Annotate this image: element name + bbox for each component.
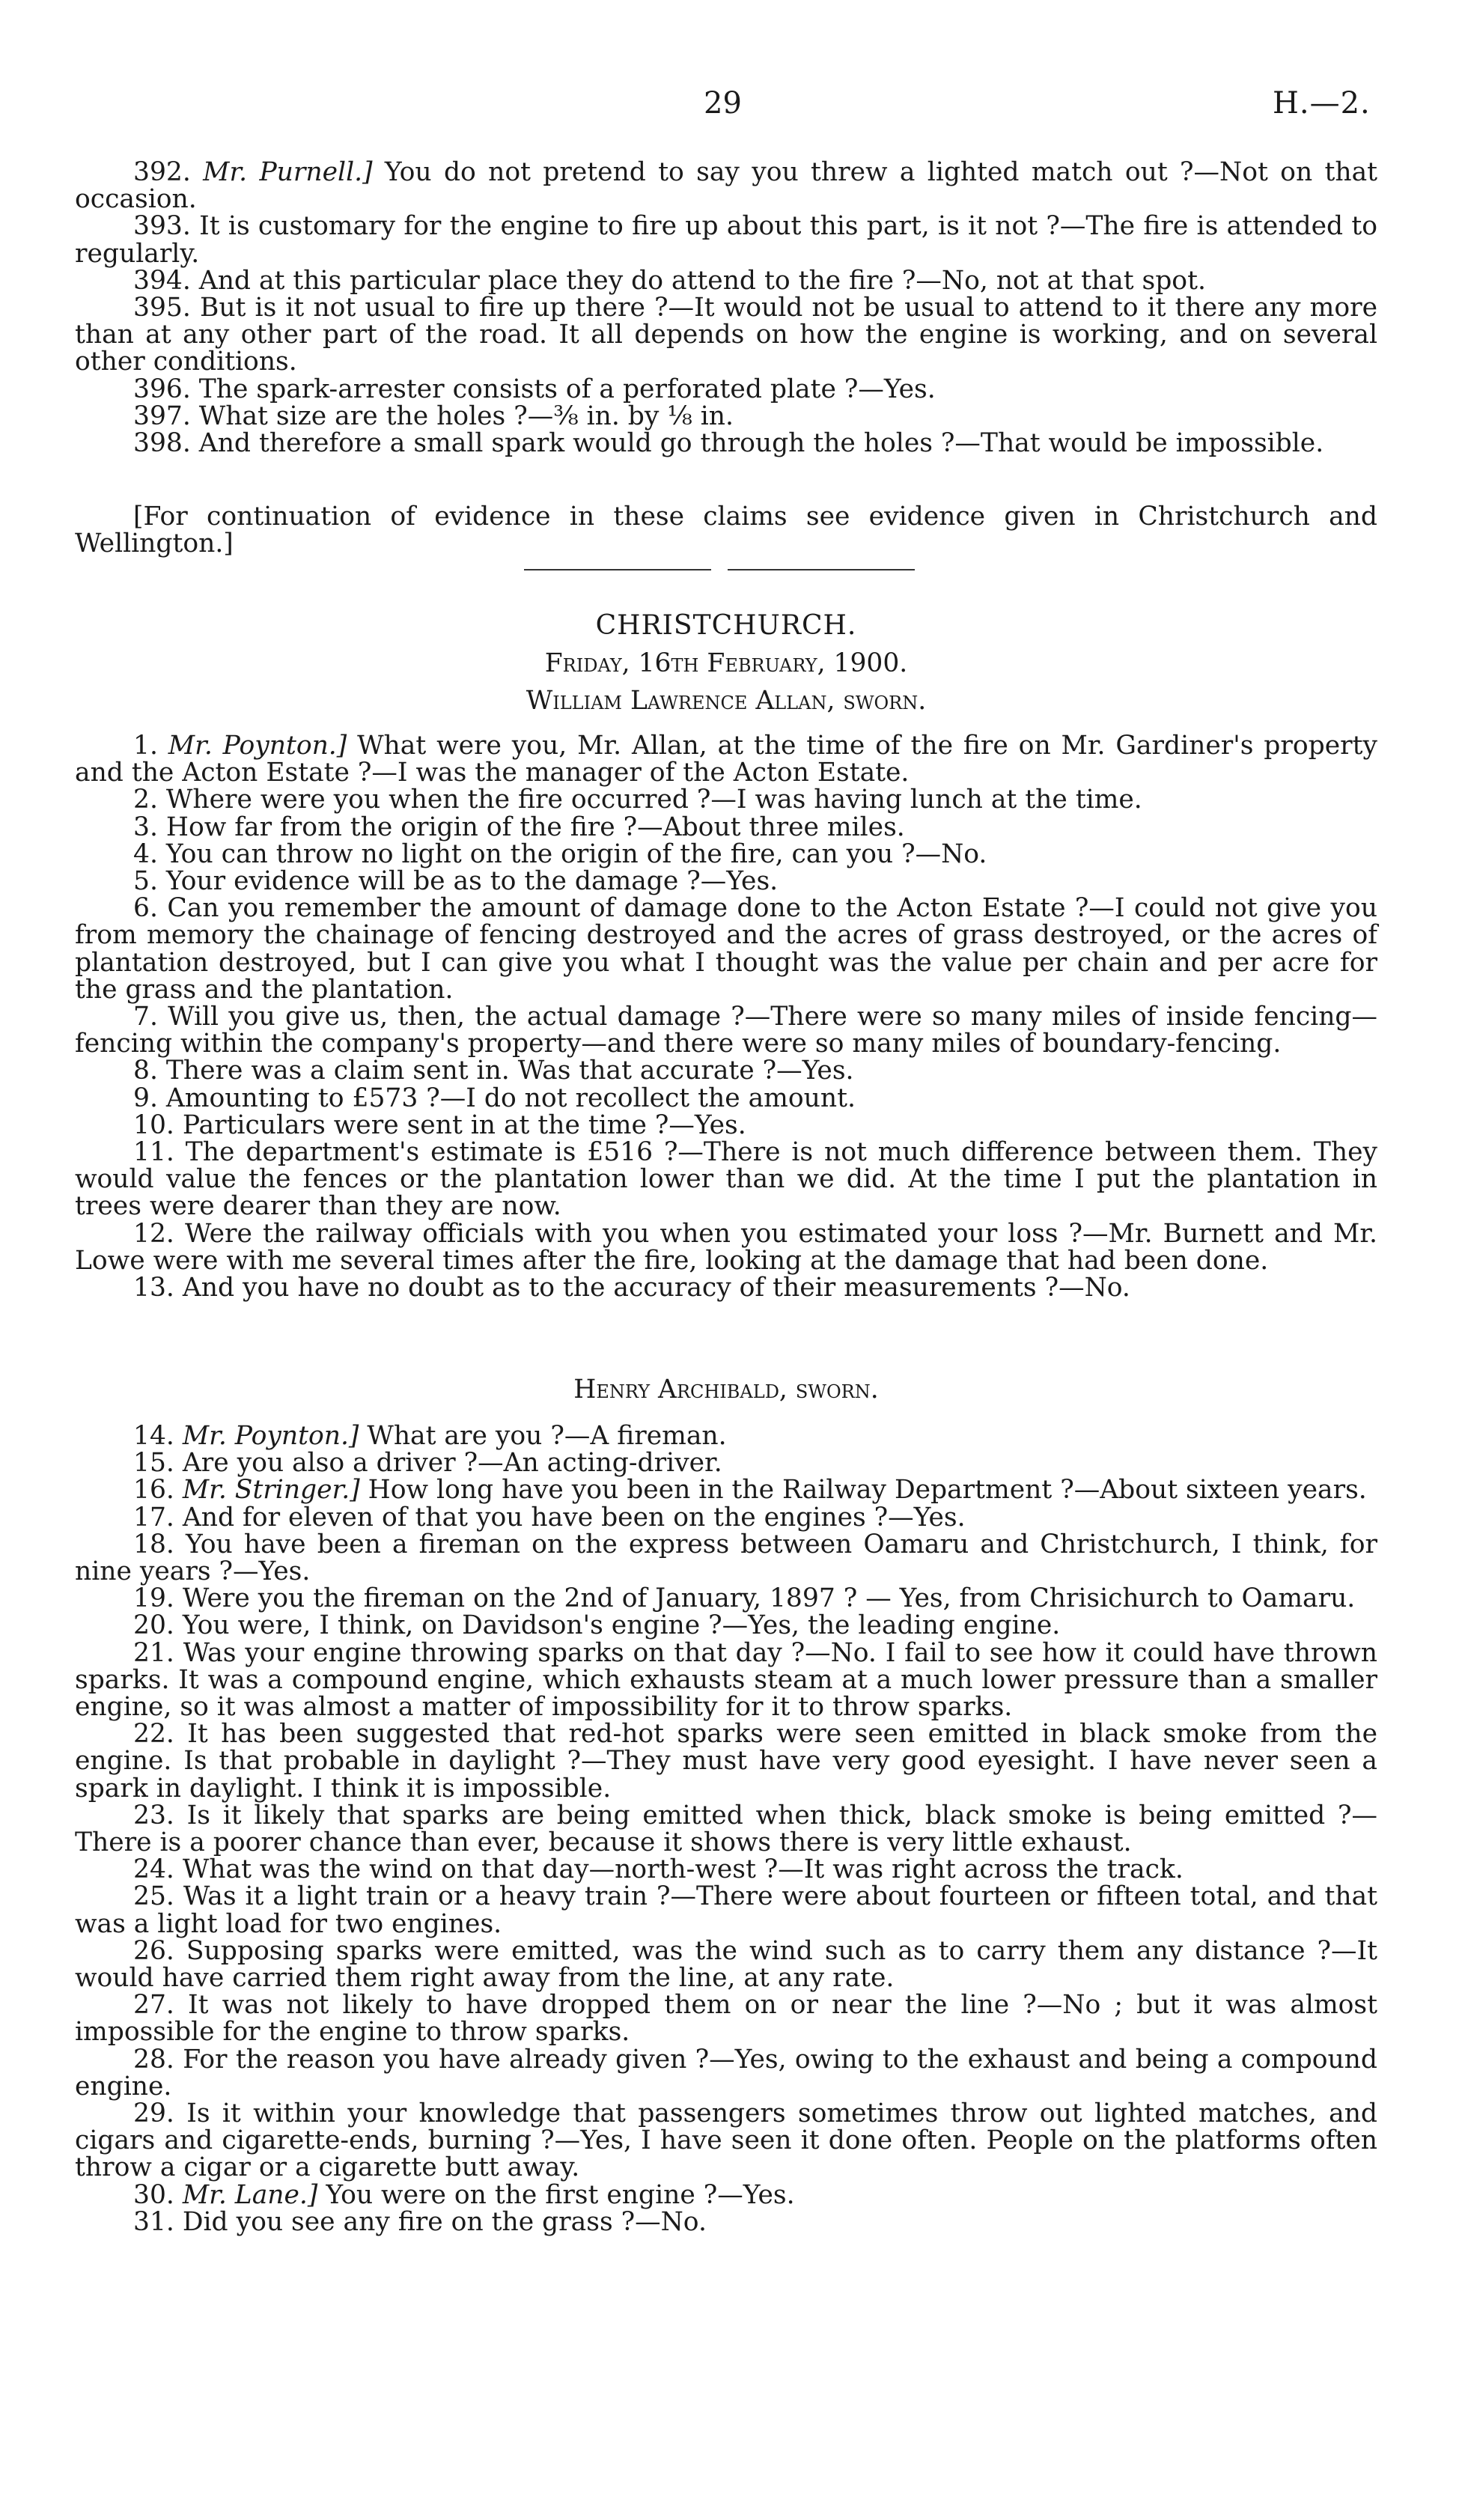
question-paragraph bbox=[75, 814, 1377, 841]
question-paragraph bbox=[75, 1274, 1377, 1301]
question-number: 21. bbox=[133, 1637, 174, 1668]
question-number: 11. bbox=[133, 1137, 174, 1168]
question-text: The spark-arrester consists of a perforated plate ?—Yes. bbox=[198, 374, 936, 404]
question-number: 397. bbox=[133, 401, 191, 431]
section-rule-left bbox=[524, 569, 711, 570]
question-number: 18. bbox=[133, 1529, 174, 1559]
question-number: 29. bbox=[133, 2099, 174, 2129]
question-text: Will you give us, then, the actual damage ?—There were so many miles of inside fencing—fencing within the company's property—and there were so many miles of boundary-fencing. bbox=[75, 1002, 1378, 1059]
question-text: It has been suggested that red-hot sparks were seen emitted in black smoke from the engine. Is that probable in daylight ?—They must have very good eyesight. I have never seen a spark in daylight. I think it is impossible. bbox=[75, 1719, 1378, 1804]
question-paragraph bbox=[75, 1422, 1377, 1449]
question-text: What were you, Mr. Allan, at the time of the fire on Mr. Gardiner's property and the Acton Estate ?—I was the manager of the Acton Estate. bbox=[75, 731, 1377, 788]
question-text: Were the railway officials with you when you estimated your loss ?—Mr. Burnett and Mr. Lowe were with me several times after the fire, looking at the damage that had been done. bbox=[75, 1218, 1378, 1276]
question-paragraph bbox=[75, 1139, 1377, 1220]
question-number: 30. bbox=[133, 2179, 174, 2210]
question-number: 2. bbox=[133, 785, 158, 815]
question-number: 7. bbox=[133, 1002, 158, 1032]
question-paragraph bbox=[75, 159, 1377, 213]
question-number: 12. bbox=[133, 1218, 174, 1249]
question-number: 5. bbox=[133, 866, 158, 897]
examiner-name: Mr. Lane.] bbox=[182, 2179, 318, 2210]
document-code: H.—2. bbox=[1273, 86, 1371, 121]
question-paragraph bbox=[75, 1531, 1377, 1585]
question-paragraph bbox=[75, 841, 1377, 868]
question-text: Supposing sparks were emitted, was the wind such as to carry them any distance ?—It would have carried them right away from the line, at any rate. bbox=[75, 1935, 1378, 1994]
question-number: 17. bbox=[133, 1502, 174, 1533]
question-number: 24. bbox=[133, 1854, 174, 1885]
question-number: 14. bbox=[133, 1421, 174, 1451]
continuation-note: [For continuation of evidence in these claims see evidence given in Christchurch and Wellington.] bbox=[75, 502, 1377, 559]
question-text: And for eleven of that you have been on the engines ?—Yes. bbox=[182, 1502, 966, 1533]
question-paragraph bbox=[75, 1802, 1377, 1856]
question-text: There was a claim sent in. Was that accurate ?—Yes. bbox=[165, 1056, 854, 1086]
question-paragraph bbox=[75, 1057, 1377, 1084]
question-text: Was your engine throwing sparks on that day ?—No. I fail to see how it could have thrown sparks. It was a compound engine, which exhausts steam at a much lower pressure than a smaller engine, so it was almost a matter of impossibility for it to throw sparks. bbox=[75, 1637, 1377, 1723]
question-text: The department's estimate is £516 ?—There is not much difference between them. They would value the fences or the plantation lower than we did. At the time I put the plantation in trees were dearer than they are now. bbox=[75, 1137, 1378, 1222]
question-number: 13. bbox=[133, 1273, 174, 1303]
place-heading: CHRISTCHURCH. bbox=[595, 610, 857, 641]
question-number: 392. bbox=[133, 157, 191, 187]
question-number: 23. bbox=[133, 1800, 174, 1830]
evidence-allan bbox=[75, 732, 1377, 1301]
examiner-name: Mr. Purnell.] bbox=[203, 157, 373, 187]
question-paragraph bbox=[75, 1220, 1377, 1274]
question-number: 9. bbox=[133, 1083, 158, 1113]
question-number: 3. bbox=[133, 812, 158, 842]
question-text: Where were you when the fire occurred ?—I was having lunch at the time. bbox=[165, 785, 1142, 815]
question-number: 19. bbox=[133, 1583, 174, 1614]
question-text: And you have no doubt as to the accuracy of their measurements ?—No. bbox=[182, 1273, 1130, 1303]
evidence-archibald bbox=[75, 1422, 1377, 2236]
question-text: What was the wind on that day—north-west ?—It was right across the track. bbox=[182, 1854, 1184, 1885]
question-text: You do not pretend to say you threw a lighted match out ?—Not on that occasion. bbox=[75, 157, 1377, 215]
question-text: Are you also a driver ?—An acting-driver. bbox=[182, 1448, 722, 1479]
page-number: 29 bbox=[704, 86, 742, 121]
question-text: You were, I think, on Davidson's engine ?—Yes, the leading engine. bbox=[182, 1610, 1061, 1641]
question-paragraph bbox=[75, 430, 1377, 457]
question-text: What are you ?—A fireman. bbox=[359, 1421, 727, 1451]
question-paragraph bbox=[75, 1003, 1377, 1057]
question-paragraph bbox=[75, 786, 1377, 813]
question-paragraph bbox=[75, 294, 1377, 376]
evidence-section-1 bbox=[75, 159, 1377, 457]
question-text: Was it a light train or a heavy train ?—There were about fourteen or fifteen total, and that was a light load for two engines. bbox=[75, 1881, 1377, 1939]
question-paragraph bbox=[75, 1475, 1377, 1506]
question-text: And at this particular place they do attend to the fire ?—No, not at that spot. bbox=[198, 265, 1206, 296]
question-number: 6. bbox=[133, 893, 158, 924]
question-text: Did you see any fire on the grass ?—No. bbox=[182, 2206, 707, 2237]
question-text: It is customary for the engine to fire up about this part, is it not ?—The fire is attended to regularly. bbox=[75, 211, 1378, 269]
question-paragraph bbox=[75, 213, 1377, 267]
question-number: 1. bbox=[133, 731, 158, 761]
question-text: Can you remember the amount of damage done to the Acton Estate ?—I could not give you from memory the chainage of fencing destroyed and the acres of grass destroyed, or the acres of plantation destroyed, but I can give you what I thought was the value per chain and per acre for the grass and the plantation. bbox=[75, 893, 1378, 1005]
question-paragraph bbox=[75, 1990, 1377, 2048]
question-number: 4. bbox=[133, 839, 158, 869]
question-number: 31. bbox=[133, 2206, 174, 2237]
examiner-name: Mr. Poynton.] bbox=[168, 731, 347, 761]
question-text: It was not likely to have dropped them on or near the line ?—No ; but it was almost impossible for the engine to throw sparks. bbox=[75, 1990, 1377, 2048]
question-paragraph bbox=[75, 1883, 1377, 1937]
question-text: Particulars were sent in at the time ?—Yes. bbox=[182, 1110, 746, 1140]
question-paragraph bbox=[75, 2046, 1377, 2100]
question-paragraph bbox=[75, 376, 1377, 403]
question-paragraph bbox=[75, 1720, 1377, 1802]
date-heading: Friday, 16th February, 1900. bbox=[544, 648, 908, 678]
question-number: 398. bbox=[133, 428, 191, 459]
question-number: 393. bbox=[133, 211, 191, 242]
question-paragraph bbox=[75, 1612, 1377, 1639]
question-text: For the reason you have already given ?—Yes, owing to the exhaust and being a compound engine. bbox=[75, 2044, 1377, 2101]
question-text: Is it within your knowledge that passengers sometimes throw out lighted matches, and cigars and cigarette-ends, burning ?—Yes, I have seen it done often. People on the platforms often throw a cigar or a cigarette butt away. bbox=[75, 2099, 1377, 2183]
question-paragraph bbox=[75, 1085, 1377, 1112]
question-paragraph bbox=[75, 1112, 1377, 1139]
section-rule-right bbox=[728, 569, 915, 570]
question-paragraph bbox=[75, 895, 1377, 1003]
question-text: And therefore a small spark would go through the holes ?—That would be impossible. bbox=[198, 428, 1324, 459]
question-paragraph bbox=[75, 1637, 1377, 1723]
question-number: 25. bbox=[133, 1881, 174, 1912]
question-number: 395. bbox=[133, 293, 191, 323]
question-text: Amounting to £573 ?—I do not recollect the amount. bbox=[165, 1083, 856, 1113]
witness-allan-heading: William Lawrence Allan, sworn. bbox=[526, 686, 927, 716]
question-text: Is it likely that sparks are being emitted when thick, black smoke is being emitted ?—There is a poorer chance than ever, because it shows there is very little exhaust. bbox=[75, 1800, 1377, 1858]
question-paragraph bbox=[75, 1448, 1377, 1479]
question-paragraph bbox=[75, 1585, 1377, 1612]
question-number: 20. bbox=[133, 1610, 174, 1641]
question-text: How far from the origin of the fire ?—About three miles. bbox=[165, 812, 905, 842]
question-paragraph bbox=[75, 2206, 1377, 2237]
question-paragraph bbox=[75, 732, 1377, 786]
question-number: 8. bbox=[133, 1056, 158, 1086]
examiner-name: Mr. Poynton.] bbox=[182, 1421, 359, 1451]
question-paragraph bbox=[75, 1856, 1377, 1883]
question-number: 10. bbox=[133, 1110, 174, 1140]
question-number: 15. bbox=[133, 1448, 174, 1479]
question-number: 396. bbox=[133, 374, 191, 404]
question-paragraph bbox=[75, 1935, 1378, 1994]
question-text: How long have you been in the Railway Department ?—About sixteen years. bbox=[359, 1475, 1367, 1506]
question-number: 26. bbox=[133, 1935, 174, 1966]
question-number: 394. bbox=[133, 265, 191, 296]
question-text: But is it not usual to fire up there ?—It would not be usual to attend to it there any more than at any other part of the road. It all depends on how the engine is working, and on several other conditions. bbox=[75, 293, 1377, 377]
question-paragraph bbox=[75, 403, 1377, 430]
question-paragraph bbox=[75, 267, 1377, 294]
question-paragraph bbox=[75, 2100, 1377, 2182]
question-text: Your evidence will be as to the damage ?—Yes. bbox=[165, 866, 779, 897]
question-text: You were on the first engine ?—Yes. bbox=[317, 2179, 795, 2210]
question-paragraph bbox=[75, 2179, 1377, 2210]
question-text: You have been a fireman on the express between Oamaru and Christchurch, I think, for nine years ?—Yes. bbox=[75, 1529, 1378, 1587]
question-number: 28. bbox=[133, 2044, 174, 2075]
examiner-name: Mr. Stringer.] bbox=[182, 1475, 360, 1506]
question-number: 16. bbox=[133, 1475, 174, 1506]
question-text: Were you the fireman on the 2nd of January, 1897 ? — Yes, from Chrisichurch to Oamaru. bbox=[182, 1583, 1356, 1614]
question-paragraph bbox=[75, 868, 1377, 895]
question-paragraph bbox=[75, 1504, 1377, 1531]
question-text: You can throw no light on the origin of the fire, can you ?—No. bbox=[165, 839, 987, 869]
question-number: 27. bbox=[133, 1990, 174, 2021]
witness-archibald-heading: Henry Archibald, sworn. bbox=[573, 1375, 879, 1404]
question-text: What size are the holes ?—⅜ in. by ⅛ in. bbox=[198, 401, 734, 431]
question-number: 22. bbox=[133, 1719, 174, 1750]
